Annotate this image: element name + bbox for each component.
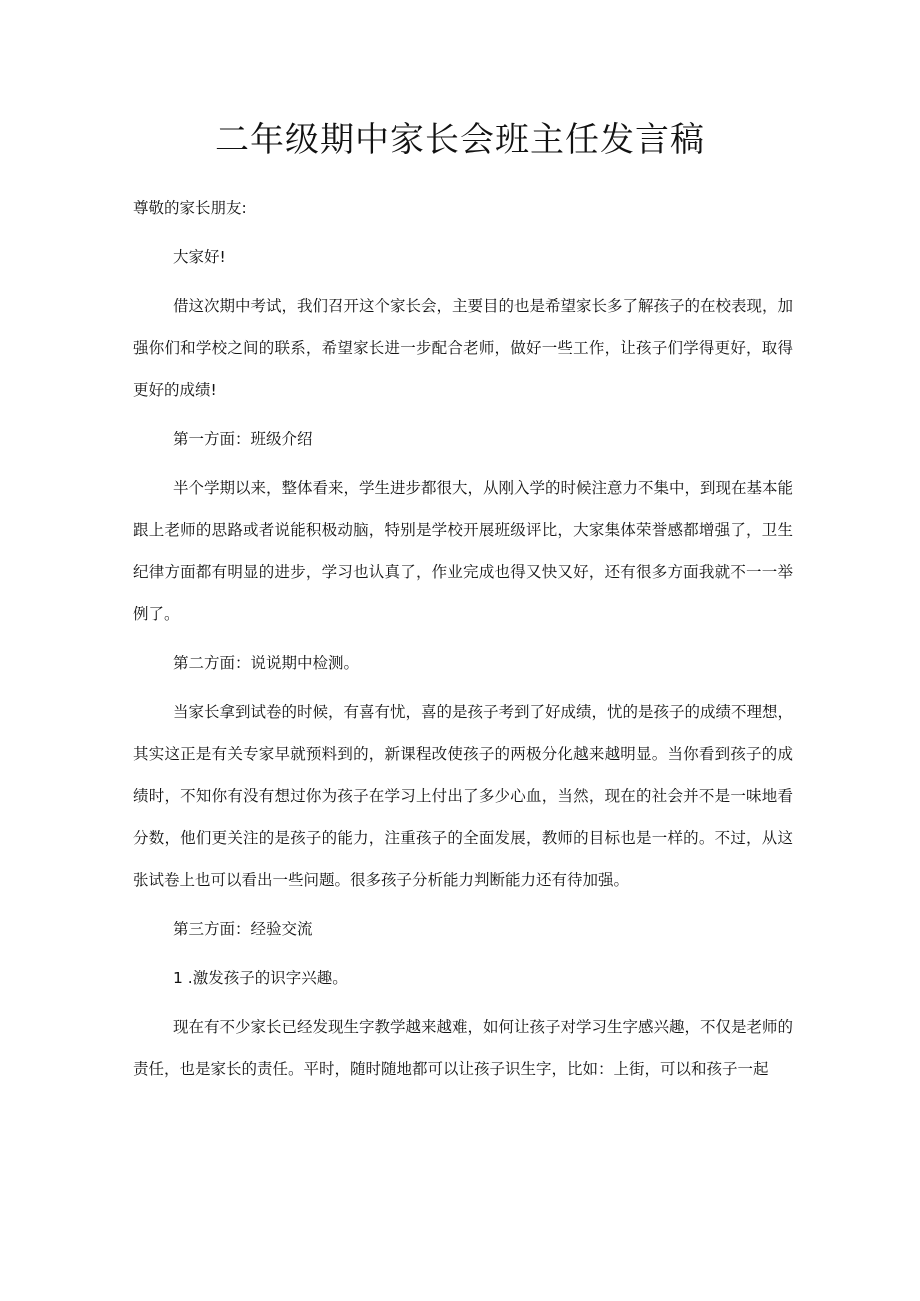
document-title: 二年级期中家长会班主任发言稿 <box>215 120 705 160</box>
section-2-body: 当家长拿到试卷的时候，有喜有忧，喜的是孩子考到了好成绩，忧的是孩子的成绩不理想，其实这正是有关专家早就预料到的，新课程改使孩子的两极分化越来越明显。当你看到孩子的成绩时，不知你有没有想过你为孩子在学习上付出了多少心血，当然，现在的社会并不是一味地看分数，他们更关注的是孩子的能力，注重孩子的全面发展，教师的目标也是一样的。不过，从这张试卷上也可以看出一些问题。很多孩子分析能力判断能力还有待加强。 <box>133 703 794 889</box>
section-2-heading: 第二方面：说说期中检测。 <box>173 654 360 672</box>
section-1-body: 半个学期以来，整体看来，学生进步都很大，从刚入学的时候注意力不集中，到现在基本能跟上老师的思路或者说能积极动脑，特别是学校开展班级评比，大家集体荣誉感都增强了，卫生纪律方面都有明显的进步，学习也认真了，作业完成也得又快又好，还有很多方面我就不一一举例了。 <box>133 479 794 623</box>
item-1-heading: 1 .激发孩子的识字兴趣。 <box>173 969 348 987</box>
document-body <box>133 187 793 1090</box>
section-3-heading: 第三方面：经验交流 <box>173 920 313 938</box>
salutation: 尊敬的家长朋友: <box>133 199 247 217</box>
intro-paragraph: 借这次期中考试，我们召开这个家长会，主要目的也是希望家长多了解孩子的在校表现，加强你们和学校之间的联系，希望家长进一步配合老师，做好一些工作，让孩子们学得更好，取得更好的成绩! <box>133 297 794 399</box>
greeting: 大家好! <box>173 248 226 266</box>
item-1-body: 现在有不少家长已经发现生字教学越来越难，如何让孩子对学习生字感兴趣，不仅是老师的责任，也是家长的责任。平时，随时随地都可以让孩子识生字，比如：上街，可以和孩子一起 <box>133 1018 794 1078</box>
section-1-heading: 第一方面：班级介绍 <box>173 430 313 448</box>
